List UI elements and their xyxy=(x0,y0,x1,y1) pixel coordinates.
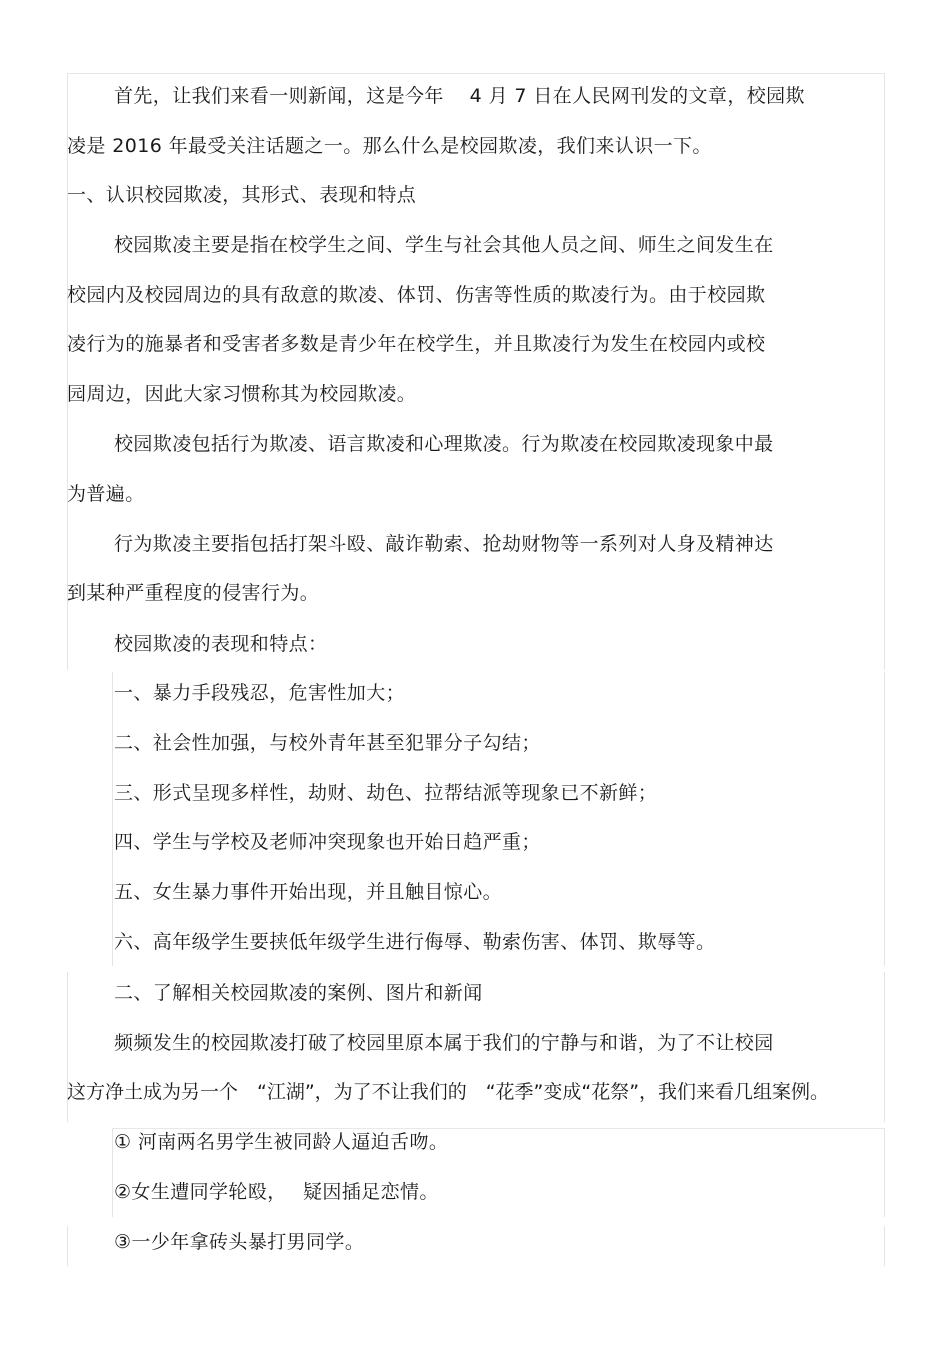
paragraph-line: 频频发生的校园欺凌打破了校园里原本属于我们的宁静与和谐，为了不让校园 xyxy=(114,1032,774,1054)
paragraph-line: 校园欺凌包括行为欺凌、语言欺凌和心理欺凌。行为欺凌在校园欺凌现象中最 xyxy=(114,433,774,455)
list-item: 六、高年级学生要挟低年级学生进行侮辱、勒索伤害、体罚、欺辱等。 xyxy=(114,931,716,953)
content-frame-2 xyxy=(112,672,885,966)
list-item: 四、学生与学校及老师冲突现象也开始日趋严重； xyxy=(114,831,541,853)
section-heading-2: 二、了解相关校园欺凌的案例、图片和新闻 xyxy=(114,982,483,1004)
paragraph-line: 园周边，因此大家习惯称其为校园欺凌。 xyxy=(67,383,417,405)
paragraph-line: 校园内及校园周边的具有敌意的欺凌、体罚、伤害等性质的欺凌行为。由于校园欺 xyxy=(67,284,766,306)
case-item: ②女生遭同学轮殴， 疑因插足恋情。 xyxy=(114,1181,439,1203)
list-item: 三、形式呈现多样性，劫财、劫色、拉帮结派等现象已不新鲜； xyxy=(114,782,658,804)
paragraph-line: 凌行为的施暴者和受害者多数是青少年在校学生，并且欺凌行为发生在校园内或校 xyxy=(67,333,766,355)
case-item: ③一少年拿砖头暴打男同学。 xyxy=(114,1231,365,1253)
paragraph-line: 到某种严重程度的侵害行为。 xyxy=(67,582,320,604)
paragraph-line: 凌是 2016 年最受关注话题之一。那么什么是校园欺凌，我们来认识一下。 xyxy=(67,135,712,157)
paragraph-line: 为普遍。 xyxy=(67,483,145,505)
case-item: ① 河南两名男学生被同龄人逼迫舌吻。 xyxy=(114,1131,449,1153)
list-item: 二、社会性加强，与校外青年甚至犯罪分子勾结； xyxy=(114,732,541,754)
list-item: 一、暴力手段残忍，危害性加大； xyxy=(114,682,406,704)
paragraph-line: 行为欺凌主要指包括打架斗殴、敲诈勒索、抢劫财物等一系列对人身及精神达 xyxy=(114,533,774,555)
section-heading-1: 一、认识校园欺凌，其形式、表现和特点 xyxy=(67,184,417,206)
paragraph-line: 校园欺凌主要是指在校学生之间、学生与社会其他人员之间、师生之间发生在 xyxy=(114,234,774,256)
list-item: 五、女生暴力事件开始出现，并且触目惊心。 xyxy=(114,881,503,903)
list-intro: 校园欺凌的表现和特点： xyxy=(114,633,328,655)
paragraph-line: 首先，让我们来看一则新闻，这是今年 4 月 7 日在人民网刊发的文章，校园欺 xyxy=(114,85,805,107)
paragraph-line: 这方净土成为另一个 “江湖”，为了不让我们的 “花季”变成“花祭”，我们来看几组案例。 xyxy=(67,1081,830,1103)
